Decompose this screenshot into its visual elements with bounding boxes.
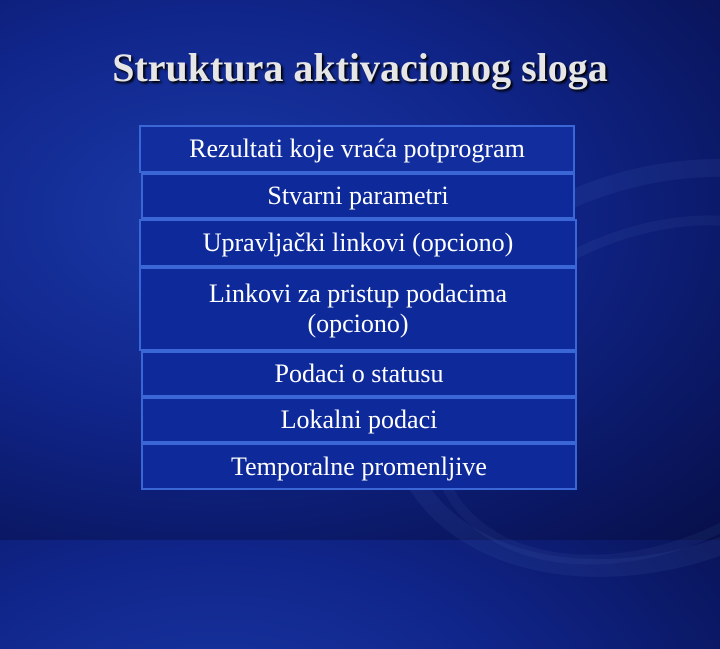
row-label: Podaci o statusu <box>274 359 444 388</box>
table-row-actual-parameters <box>141 173 575 219</box>
table-row-local-data <box>141 397 577 443</box>
table-row-temporaries <box>141 443 577 490</box>
row-label: Linkovi za pristup podacima <box>208 279 508 308</box>
background-swirl <box>329 87 720 649</box>
slide-title: Struktura aktivacionog sloga <box>112 45 608 90</box>
row-label-continued: (opciono) <box>307 309 409 338</box>
background-swirl <box>374 148 720 632</box>
row-label: Stvarni parametri <box>267 181 449 210</box>
table-row-status-data <box>141 351 577 397</box>
row-label: Rezultati koje vraća potprogram <box>189 134 525 163</box>
row-label: Upravljački linkovi (opciono) <box>202 228 514 257</box>
activation-record-table <box>139 125 577 490</box>
row-label: Temporalne promenljive <box>231 451 487 481</box>
row-label: Lokalni podaci <box>280 405 438 434</box>
table-row-control-links <box>139 219 577 267</box>
table-row-access-links <box>139 267 577 351</box>
table-row-results <box>139 125 575 173</box>
